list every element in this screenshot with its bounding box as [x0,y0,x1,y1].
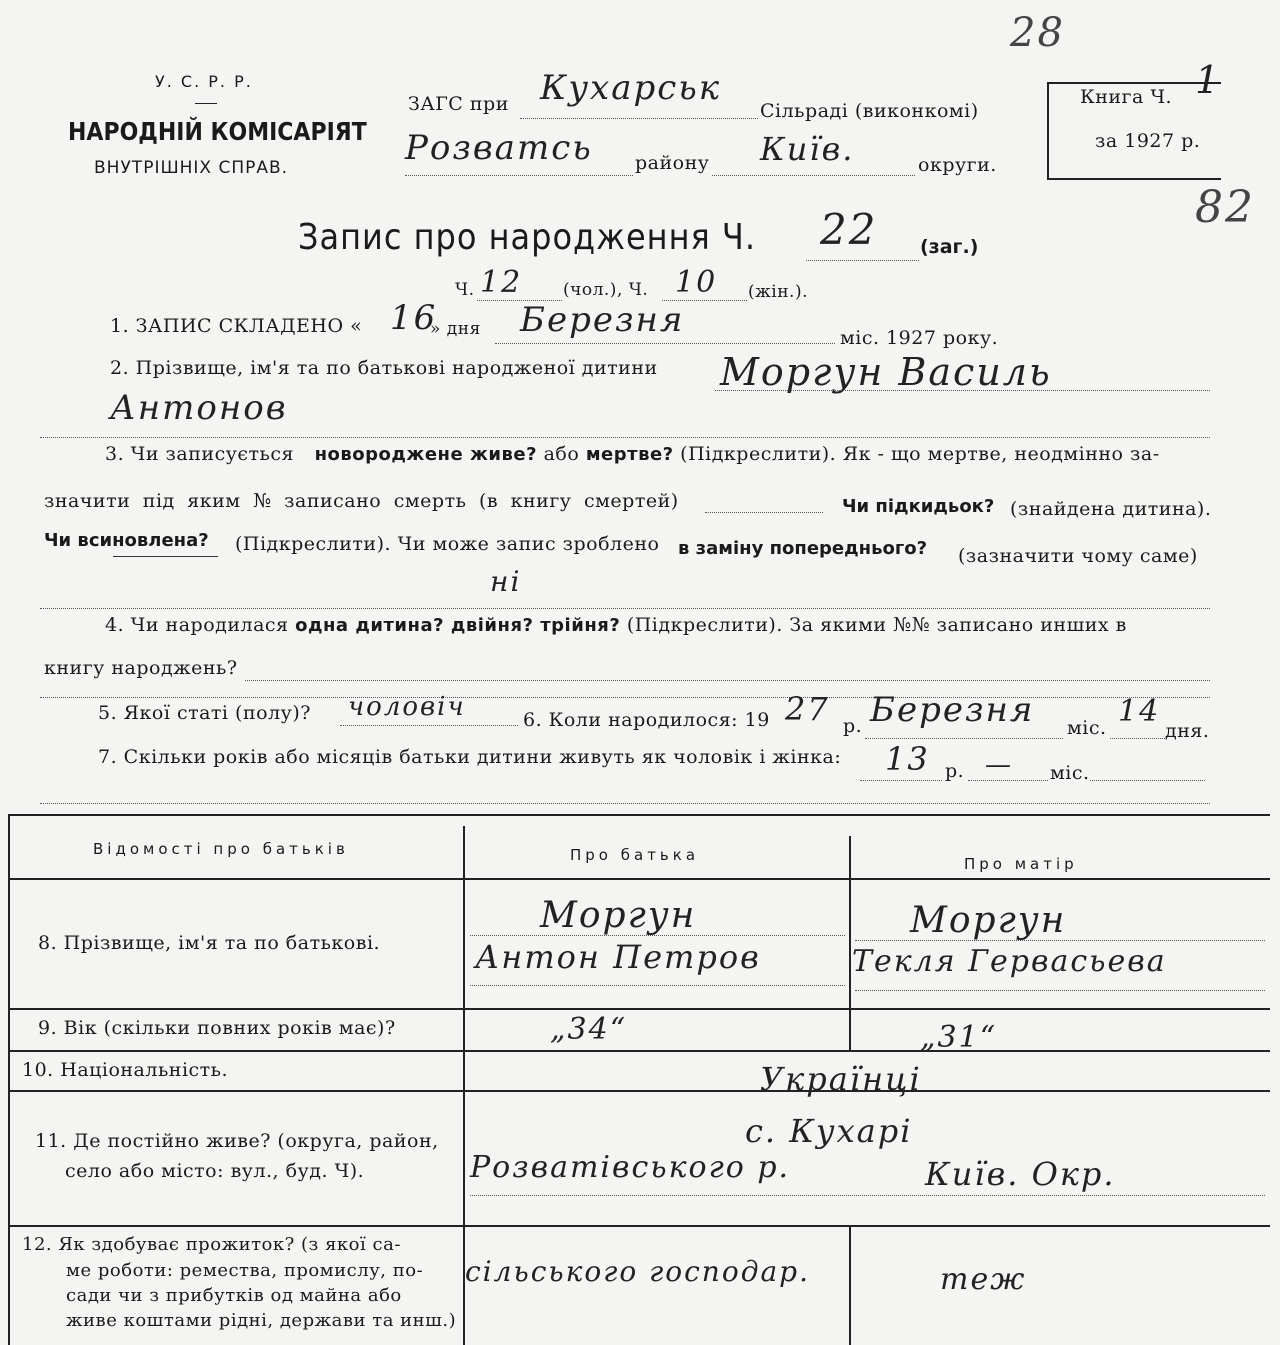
item2-label: 2. Прізвище, ім'я та по батькові народженої дитини [110,357,658,379]
male-value: 12 [480,265,523,300]
item4-l1b: одна дитина? двійня? трійня? [295,615,621,636]
row8-mother-line1: Моргун [910,900,1067,941]
item3-line1 [105,443,1160,465]
row12-label-1: 12. Як здобуває прожиток? (з якої са- [22,1234,401,1255]
row10-label: 10. Національність. [22,1059,229,1081]
record-title: Запис про народження Ч. [298,216,757,258]
district-value: Розватсь [405,128,593,168]
district-dots [405,175,633,176]
item2-value-line1: Моргун Василь [720,350,1052,394]
item5-label: 5. Якої статі (полу)? [98,702,311,724]
item6-day-dots [1110,738,1165,739]
book-label: Книга Ч. [1080,86,1173,108]
item3-death-dots [705,512,823,513]
item6-month-dots [865,738,1063,739]
row9-label: 9. Вік (скільки повних років має)? [38,1017,396,1039]
council-label: Сільраді (виконкомі) [760,100,979,122]
row11-label-1: 11. Де постійно живе? (округа, район, [35,1130,439,1152]
row8-mother-dots [855,940,1265,941]
row11-shared-line1: с. Кухарі [745,1112,913,1150]
header-commissariat: НАРОДНІЙ КОМІСАРІЯТ [68,118,367,147]
item7-dots-2 [40,803,1210,804]
row11-shared-line3: Київ. Окр. [925,1155,1116,1193]
row12-mother: теж [940,1262,1027,1297]
okrug-value: Київ. [760,130,855,168]
item7-months: — [985,750,1013,780]
corner-mark-1: 28 [1010,10,1065,56]
table-row11-line [8,1225,1270,1227]
item3-line3b: (Підкреслити). Чи може запис зроблено [235,533,660,555]
table-col2-line [849,836,851,1050]
year-label: за 1927 р. [1095,130,1201,152]
table-row8-line [8,1008,1270,1010]
item3-l1c: або [543,443,580,465]
item4-line1 [105,614,1127,636]
item1-month: Березня [520,300,685,340]
table-row9-line [8,1050,1270,1052]
item3-line2c: (знайдена дитина). [1010,498,1212,520]
item3-line3a: Чи всиновлена? [44,530,209,551]
item7-years: 13 [885,740,930,778]
row8-father-dots-2 [470,985,845,986]
table-col2-line-low [849,1225,851,1345]
row8-label: 8. Прізвище, ім'я та по батькові. [38,932,381,954]
corner-mark-2: 82 [1195,182,1255,233]
row12-label-2: ме роботи: ремества, промислу, по- [66,1260,424,1281]
item6-day-label: дня. [1165,720,1210,742]
row8-father-dots [470,935,845,936]
item3-l1b: новороджене живе? [314,444,538,465]
item2-dots-1 [715,390,1210,391]
item6-day: 14 [1118,694,1161,729]
row8-father-line1: Моргун [540,895,697,936]
zags-value: Кухарськ [540,68,722,108]
item3-dots [40,608,1210,609]
row12-label-3: сади чи з прибутків од майна або [66,1285,402,1306]
row8-father-line2: Антон Петров [475,938,761,976]
row8-mother-dots-2 [855,990,1265,991]
row12-father: сільського господар. [465,1255,810,1288]
item3-line3d: (зазначити чому саме) [958,545,1198,567]
item3-answer: ні [490,565,522,598]
item7-months-dots [968,780,1048,781]
item4-l1c: (Підкреслити). За якими №№ записано инших в [626,614,1127,636]
table-row10-line [8,1090,1270,1092]
district-label: району [635,152,710,174]
item4-dots-2 [40,697,1210,698]
item2-dots-2 [40,437,1210,438]
item3-line3c: в заміну попереднього? [678,538,928,559]
item7-label: 7. Скільки років або місяців батьки дитини живуть як чоловік і жінка: [98,746,842,768]
row8-mother-line2: Текля Гервасьева [852,944,1167,979]
male-suffix: (чол.), Ч. [563,280,649,300]
female-value: 10 [675,265,718,300]
female-suffix: (жін.). [748,282,808,302]
row12-label-4: живе коштами рідні, держави та инш.) [66,1310,457,1331]
col-header-father: Про батька [570,846,700,864]
total-dots [806,260,919,261]
item1-prefix: 1. ЗАПИС СКЛАДЕНО « [110,315,363,337]
row11-label-2: село або місто: вул., буд. Ч). [65,1160,365,1182]
item4-l1a: 4. Чи народилася [105,614,289,636]
header-dash [195,103,217,104]
item7-r: р. [945,760,965,782]
title-ch1: Ч. [455,280,475,300]
item5-value: чоловіч [348,692,466,722]
zags-dots [520,118,758,119]
table-header-line [8,878,1270,880]
row10-shared: Українці [760,1060,922,1098]
item4-dots-1 [245,680,1210,681]
zags-label: ЗАГС при [408,93,509,115]
table-left-border [8,814,10,1345]
item3-l1a: 3. Чи записується [105,443,295,465]
table-top-line [8,814,1270,816]
item4-line2: книгу народжень? [44,657,238,679]
header-ussr: У. С. Р. Р. [155,72,253,91]
item5-dots [340,725,518,726]
item3-l1e: (Підкреслити). Як - що мертве, неодмінно за- [680,443,1160,465]
col-header-info: Відомості про батьків [93,840,349,858]
col-header-mother: Про матір [964,855,1078,873]
okrug-dots [712,175,915,176]
item1-month-dots [495,343,835,344]
row9-father: „34“ [550,1012,628,1047]
item3-line2a: значити під яким № записано смерть (в книгу смертей) [44,490,679,512]
item7-years-dots [860,780,942,781]
item3-underline [113,556,218,557]
item6-year: 27 [785,690,830,728]
item2-value-line2: Антонов [110,388,288,428]
item6-month: Березня [870,690,1035,730]
header-dept: ВНУТРІШНІХ СПРАВ. [94,158,289,178]
item1-day-label: » дня [430,319,481,339]
item6-label: 6. Коли народилося: 19 [523,709,770,731]
item3-l1d: мертве? [585,444,674,465]
total-value: 22 [820,205,878,254]
item1-day: 16 [390,298,438,338]
item6-mis: міс. [1067,717,1107,739]
okrug-label: округи. [918,154,997,176]
item7-mis: міс. [1050,762,1090,784]
book-value: 1 [1195,58,1222,102]
row11-dots [470,1195,1265,1196]
total-suffix: (заг.) [920,236,979,258]
item1-suffix: міс. 1927 року. [840,327,999,349]
item6-r: р. [843,715,863,737]
item7-end-dots [1090,780,1205,781]
row11-shared-line2: Розватівського р. [470,1150,791,1185]
item3-line2b: Чи підкидьок? [842,496,995,517]
row9-mother: „31“ [920,1020,998,1055]
